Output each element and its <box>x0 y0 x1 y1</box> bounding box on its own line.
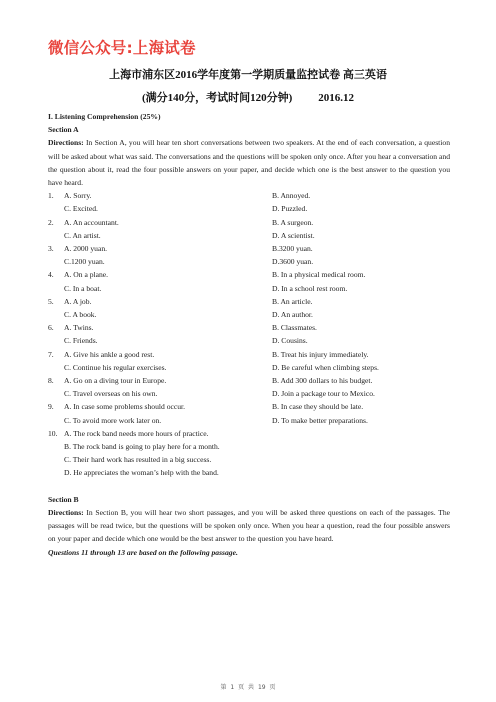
exam-subtitle <box>0 89 496 105</box>
question-item-row <box>48 414 450 427</box>
question-number: 3. <box>48 244 54 254</box>
directions-label: Directions: <box>48 507 84 517</box>
option-d: D. To make better preparations. <box>272 415 368 425</box>
option-b: B. Annoyed. <box>272 191 311 201</box>
option-b: B. A surgeon. <box>272 217 314 227</box>
option-b: B. An article. <box>272 296 313 306</box>
question-item-row <box>48 202 450 215</box>
option-a: A. The rock band needs more hours of practice. <box>64 428 209 438</box>
option-d: D.3600 yuan. <box>272 257 314 267</box>
question-item <box>48 348 450 361</box>
option-a: A. Twins. <box>64 323 94 333</box>
option-c: C. A book. <box>64 310 97 320</box>
option-d: D. A scientist. <box>272 230 315 240</box>
question-number: 8. <box>48 376 54 386</box>
watermark-text: 微信公众号:上海试卷 <box>48 39 196 57</box>
option-a: A. An accountant. <box>64 217 119 227</box>
option-c: C. Continue his regular exercises. <box>64 362 167 372</box>
question-item <box>48 189 450 202</box>
question-item <box>48 295 450 308</box>
option-a: A. Go on a diving tour in Europe. <box>64 376 167 386</box>
document-body <box>48 110 450 559</box>
option-a: A. A job. <box>64 296 92 306</box>
option-c: C. In a boat. <box>64 283 102 293</box>
question-number: 1. <box>48 191 54 201</box>
page-footer: 第 1 页 共 19 页 <box>220 684 276 691</box>
option-d: D. In a school rest room. <box>272 283 348 293</box>
option-d: D. Be careful when climbing steps. <box>272 362 379 372</box>
question-number: 4. <box>48 270 54 280</box>
question-item-row <box>48 255 450 268</box>
directions-text: In Section B, you will hear two short passages, and you will be asked three questions on each of the passages. The passages will be read twice, but the questions will be spoken only once. When you hear a question, read the four possible answers on your paper and decide which one would be the best answer to the question you have heard. <box>48 507 450 544</box>
option-b: B. In a physical medical room. <box>272 270 366 280</box>
option-b: B. In case they should be late. <box>272 402 364 412</box>
option-c: C. Travel overseas on his own. <box>64 389 158 399</box>
option-c: C. To avoid more work later on. <box>64 415 162 425</box>
section-b-heading: Section B <box>48 494 79 504</box>
directions-text: In Section A, you will hear ten short conversations between two speakers. At the end of each conversation, a question will be asked about what was said. The conversations and the questions will be spoken only once. After you hear a conversation and the question about it, read the four possible answers on your paper, and decide which one is the best answer to the question you have heard. <box>48 138 450 188</box>
question-number: 5. <box>48 296 54 306</box>
question-number: 10. <box>48 428 58 438</box>
question-item <box>48 321 450 334</box>
option-d: D. Cousins. <box>272 336 308 346</box>
question-item <box>48 400 450 413</box>
question-list <box>48 189 450 427</box>
option-a: A. Give his ankle a good rest. <box>64 349 155 359</box>
question-item <box>48 216 450 229</box>
option-b: B. Classmates. <box>272 323 317 333</box>
question-number: 2. <box>48 217 54 227</box>
option-a: A. On a plane. <box>64 270 109 280</box>
question-item-row <box>48 229 450 242</box>
question-item-row <box>48 453 450 466</box>
question-item-row <box>48 334 450 347</box>
option-d: D. Join a package tour to Mexico. <box>272 389 375 399</box>
question-item <box>48 374 450 387</box>
exam-score-time: (满分140分，考试时间120分钟) <box>141 92 293 104</box>
passage-note: Questions 11 through 13 are based on the following passage. <box>48 547 238 557</box>
question-number: 6. <box>48 323 54 333</box>
section-a-directions <box>48 136 450 189</box>
section-b-directions <box>48 506 450 546</box>
option-b: B. Treat his injury immediately. <box>272 349 369 359</box>
option-c: C.1200 yuan. <box>64 257 105 267</box>
option-c: C. An artist. <box>64 230 101 240</box>
question-item-row <box>48 387 450 400</box>
question-item-row <box>48 466 450 479</box>
directions-label: Directions: <box>48 138 84 148</box>
option-d: D. Puzzled. <box>272 204 308 214</box>
question-item-row <box>48 361 450 374</box>
option-a: A. 2000 yuan. <box>64 244 108 254</box>
question-item-row <box>48 440 450 453</box>
option-b: B. Add 300 dollars to his budget. <box>272 376 373 386</box>
option-d: D. He appreciates the woman’s help with the band. <box>64 468 219 478</box>
exam-date: 2016.12 <box>318 92 355 104</box>
question-item <box>48 427 450 440</box>
option-a: A. Sorry. <box>64 191 92 201</box>
question-item <box>48 268 450 281</box>
option-c: C. Excited. <box>64 204 98 214</box>
option-b: B. The rock band is going to play here for a month. <box>64 442 220 452</box>
option-c: C. Their hard work has resulted in a big success. <box>64 455 212 465</box>
option-b: B.3200 yuan. <box>272 244 313 254</box>
option-d: D. An author. <box>272 310 313 320</box>
question-item <box>48 242 450 255</box>
question-item-row <box>48 308 450 321</box>
question-item-row <box>48 282 450 295</box>
option-c: C. Friends. <box>64 336 98 346</box>
question-number: 9. <box>48 402 54 412</box>
exam-title: 上海市浦东区2016学年度第一学期质量监控试卷 高三英语 <box>109 69 387 81</box>
part-heading: I. Listening Comprehension (25%) <box>48 112 161 121</box>
option-a: A. In case some problems should occur. <box>64 402 186 412</box>
question-number: 7. <box>48 349 54 359</box>
section-a-heading: Section A <box>48 125 79 135</box>
